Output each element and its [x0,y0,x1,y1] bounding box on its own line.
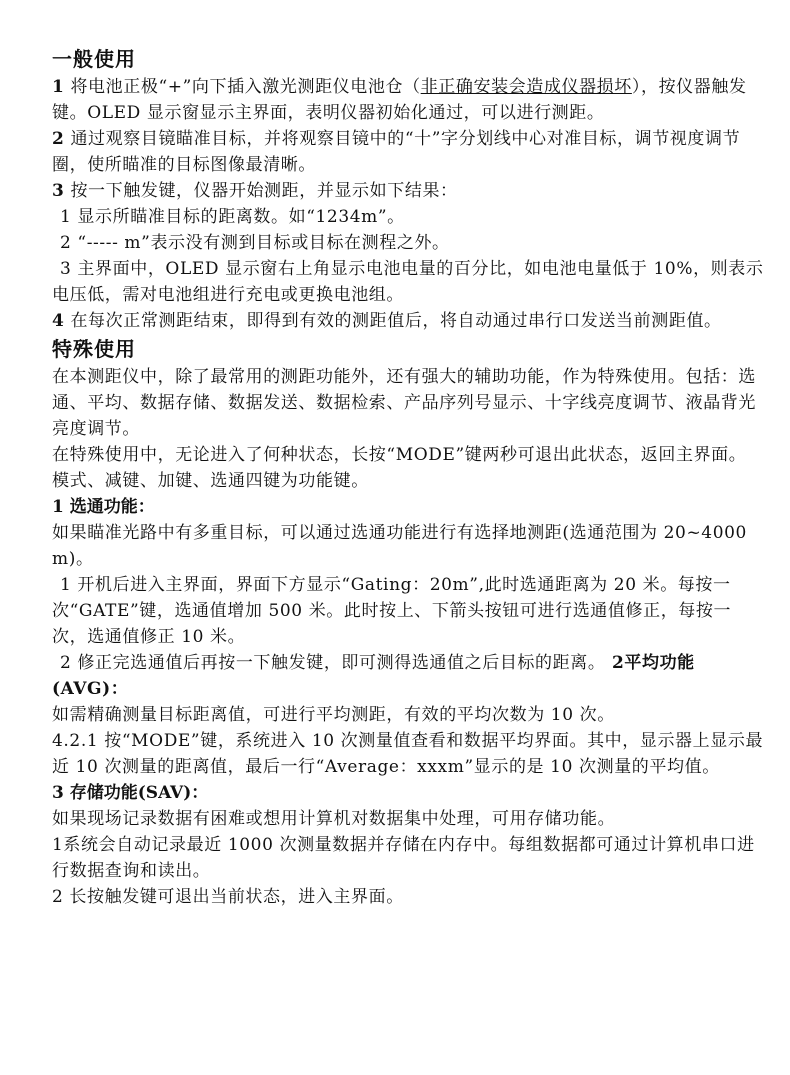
section-title-general: 一般使用 [52,47,136,71]
step-number: 2 [52,129,65,149]
avg-paragraph-2: 4.2.1 按“MODE”键，系统进入 10 次测量值查看和数据平均界面。其中，显示器上显示最近 10 次测量的距离值，最后一行“Average：xxxm”显示的是 10 次测量的平均值。 [52,731,764,777]
special-intro-1: 在本测距仪中，除了最常用的测距功能外，还有强大的辅助功能，作为特殊使用。包括：选通、平均、数据存储、数据发送、数据检索、产品序列号显示、十字线亮度调节、液晶背光亮度调节。 [52,367,756,439]
avg-paragraph-1: 如需精确测量目标距离值，可进行平均测距，有效的平均次数为 10 次。 [52,705,615,725]
paragraph-text: 2 修正完选通值后再按一下触发键，即可测得选通值之后目标的距离。 [60,653,606,673]
paragraph-text: 1 开机后进入主界面，界面下方显示“Gating：20m”,此时选通距离为 20 米。每按一次“GATE”键，选通值增加 500 米。此时按上、下箭头按钮可进行选通值修正，每按一次，选通值修正 10 米。 [52,575,732,647]
gating-paragraph-1: 如果瞄准光路中有多重目标，可以通过选通功能进行有选择地测距(选通范围为 20~4000 m)。 [52,523,747,569]
underlined-warning: 非正确安装会造成仪器损坏 [420,77,632,97]
sav-title: 3 存储功能(SAV)： [52,783,209,803]
avg-title-number: 2 [605,653,625,673]
result-item-2: 2 “----- m”表示没有测到目标或目标在测程之外。 [60,233,450,253]
general-paragraph-1 [52,74,764,126]
general-paragraph-4 [52,308,764,334]
sav-paragraph-1: 如果现场记录数据有困难或想用计算机对数据集中处理，可用存储功能。 [52,809,616,829]
general-paragraph-2 [52,126,764,178]
special-intro-2: 在特殊使用中，无论进入了何种状态，长按“MODE”键两秒可退出此状态，返回主界面。 [52,445,747,465]
section-title-special: 特殊使用 [52,337,136,361]
sav-paragraph-3: 2 长按触发键可退出当前状态，进入主界面。 [52,887,404,907]
result-item-3 [52,256,764,308]
sav-paragraph-2: 1系统会自动记录最近 1000 次测量数据并存储在内存中。每组数据都可通过计算机串口进行数据查询和读出。 [52,835,755,881]
paragraph-text: 在每次正常测距结束，即得到有效的测距值后，将自动通过串行口发送当前测距值。 [64,311,722,331]
result-item-1: 1 显示所瞄准目标的距离数。如“1234m”。 [60,207,405,227]
general-paragraph-3 [52,178,764,204]
paragraph-text: 按一下触发键，仪器开始测距，并显示如下结果： [64,181,458,201]
step-number: 3 [52,181,65,201]
special-intro-3: 模式、减键、加键、选通四键为功能键。 [52,471,369,491]
paragraph-text: 通过观察目镜瞄准目标，并将观察目镜中的“十”字分划线中心对准目标，调节视度调节圈，使所瞄准的目标图像最清晰。 [52,129,741,175]
paragraph-text: 将电池正极“+”向下插入激光测距仪电池仓（ [64,77,421,97]
step-number: 4 [52,311,65,331]
document-page [52,44,764,910]
paragraph-text: ），按仪器触发键。OLED 显示窗显示主界面，表明仪器初始化通过，可以进行测距。 [52,77,747,123]
gating-paragraph-2 [52,572,764,650]
paragraph-text: 3 主界面中，OLED 显示窗右上角显示电池电量的百分比，如电池电量低于 10%，则表示电压低，需对电池组进行充电或更换电池组。 [52,259,764,305]
step-number: 1 [52,77,65,97]
avg-title: 平均功能(AVG)： [52,653,695,699]
gating-title: 1 选通功能： [52,497,155,517]
gating-paragraph-3 [52,650,764,702]
